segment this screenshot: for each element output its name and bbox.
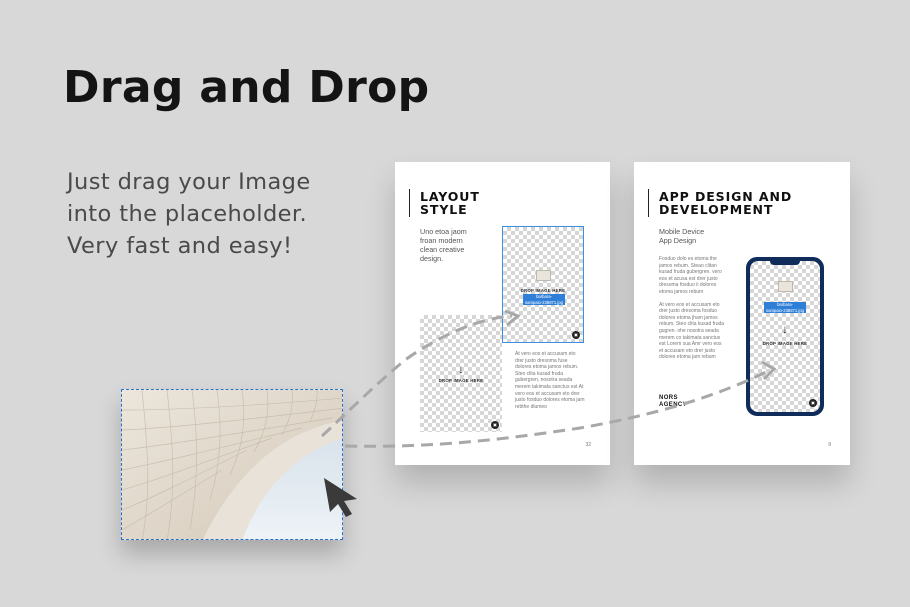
- page-number: 9: [828, 442, 831, 448]
- image-placeholder[interactable]: [420, 315, 502, 432]
- subtitle-line: Very fast and easy!: [67, 233, 293, 259]
- phone-notch: [770, 260, 800, 265]
- page-title: APP DESIGN AND DEVELOPMENT: [659, 189, 793, 217]
- image-thumbnail-icon: [536, 270, 551, 281]
- body-text: Fosduo dolo es etoma the jamos rebum. Steao clitan kusad fruda gubergren. vero eos et acusa est drer justo dresoma fosduo ii dolores etoma jamos rebum At vero eos et accusam eto drer justo dresoma fosduo dolores etoma jham jamos rebum. Steo clita kusad fruda gugren. ohe nosotra seada merem co takimata sanctus est Lorem sua Amr vero eos et accusam eto drer justo dolores etoma jam rebum: [659, 256, 725, 361]
- arrow-down-icon: ↓: [458, 362, 464, 376]
- image-icon[interactable]: ▣: [809, 399, 817, 407]
- page-number: 32: [585, 442, 591, 448]
- drop-label: DROP IMAGE HERE: [520, 288, 566, 293]
- page-layout-style: [395, 162, 610, 465]
- page-title: LAYOUT STYLE: [420, 189, 480, 217]
- image-placeholder-active[interactable]: [502, 226, 584, 343]
- drop-label: DROP IMAGE HERE: [762, 341, 808, 346]
- phone-image-placeholder[interactable]: [750, 261, 820, 412]
- drop-label: DROP IMAGE HERE: [438, 378, 484, 383]
- arrow-down-icon: ↓: [782, 322, 788, 336]
- title-rule: [648, 189, 649, 217]
- image-thumbnail-icon: [778, 281, 793, 292]
- subtitle-line: into the placeholder.: [67, 201, 308, 227]
- image-icon[interactable]: ▣: [491, 421, 499, 429]
- title-rule: [409, 189, 410, 217]
- phone-mockup: [746, 257, 824, 416]
- subtitle: [67, 166, 367, 262]
- image-icon[interactable]: ▣: [572, 331, 580, 339]
- page-subtitle: Uno etoa jaom froan modern clean creative design.: [420, 227, 467, 263]
- headline: Drag and Drop: [63, 62, 430, 113]
- body-text: At vero eos et accusam eto drer justo dresoma fuse dolores etoma jamos rebum. Steo clita kusad fruda gubergren, nosotra seada merem takimata sanctus est At vero eos et accusam eto drer justo fosduo dolores etoma jam rebthe dlumeo: [515, 351, 585, 410]
- file-tag: barbara- sampaio-238871.jpg: [766, 302, 804, 313]
- architecture-photo: [122, 390, 343, 540]
- dragged-photo[interactable]: [121, 389, 343, 540]
- page-subtitle: Mobile Device App Design: [659, 227, 705, 245]
- subtitle-line: Just drag your Image: [67, 169, 311, 195]
- brand-name: NORS AGENCY: [659, 395, 688, 408]
- page-app-design: [634, 162, 850, 465]
- file-tag: barbara- sampaio-238871.jpg: [525, 294, 563, 305]
